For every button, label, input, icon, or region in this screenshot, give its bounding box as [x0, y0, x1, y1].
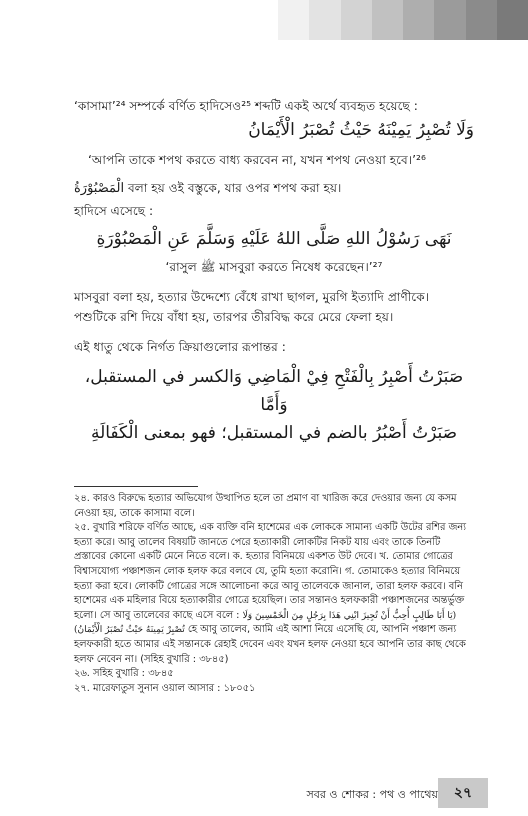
header-stripes: [278, 0, 528, 40]
footnote-26: ২৬. সহিহ বুখারি : ৩৮৪৫: [74, 668, 174, 680]
paragraph-hadith-intro: হাদিসে এসেছে :: [74, 204, 154, 218]
paragraph-root-forms: এই ধাতু থেকে নির্গত ক্রিয়াগুলোর রূপান্তর :: [74, 340, 286, 354]
stripe-8: [497, 0, 528, 40]
footnote-24: ২৪. কারও বিরুদ্ধে হত্যার অভিযোগ উত্থাপিত হলে তা প্রমাণ বা খারিজ করে দেওয়ার জন্য যে কসম নেওয়া হয়, তাকে কাসামা বলে।: [74, 493, 457, 519]
footnote-25-translation: হে আবু তালেব, আমি এই আশা নিয়ে এসেছি যে, আপনি পঞ্চাশ জন্য হলফকারী হতে আমার এই সন্তানকে রেহাই দেবেন এবং যখন হলফ নেওয়া হবে আপনি তার কাছ থেকে হলফ নেবেন না। (সহিহ বুখারি : ৩৮৪৫): [74, 624, 466, 665]
arabic-hadith-1: وَلَا تُصْبِرُ يَمِيْنَهُ حَيْثُ تُصْبَرُ الْأَيْمَانُ: [248, 120, 474, 140]
footnote-25-text: ২৫. বুখারি শরিফে বর্ণিত আছে, এক ব্যক্তি বনি হাশেমের এক লোককে সামান্য একটি উটের রশির জন্য হত্যা করে। আবু তালেব বিষয়টি জানতে পেরে হত্যাকারী লোকটির নিকট যায় এবং তাকে তিনটি প্রস্তাবের কোনো একটি মেনে নিতে বলে। ক. হত্যার বিনিময়ে একশত উট দেবে। খ. তোমার গোত্রের বিশ্বাসযোগ্য পঞ্চাশজন লোক হলফ করে বলবে যে, তুমি হত্যা করোনি। গ. তোমাকেও হত্যার বিনিময়ে হত্যা করা হবে। লোকটি গোত্রের সঙ্গে আলোচনা করে আবু তালেবকে জানাল, তারা হলফ করবে। বনি হাশেমের এক মহিলার বিয়ে হত্যাকারীর গোত্রে হয়েছিল। তার সন্তানও হলফকারী পঞ্চাশজনের অন্তর্ভুক্ত হলো। সে আবু তালেবের কাছে এসে বলে :: [74, 522, 466, 621]
footnote-25: [74, 521, 474, 667]
arabic-term: الْمَصْبُوْرَةُ: [74, 181, 125, 196]
stripe-7: [466, 0, 497, 40]
quote-translation-1: ‘আপনি তাকে শপথ করতে বাধ্য করবেন না, যখন শপথ নেওয়া হবে।’²⁶: [88, 153, 426, 167]
footnote-27: ২৭. মারেফাতুস সুনান ওয়াল আসার : ১৮০৫১: [74, 682, 256, 694]
main-text: [74, 96, 474, 447]
stripe-4: [372, 0, 403, 40]
quote-translation-2: ‘রাসুল ﷺ মাসবুরা করতে নিষেধ করেছেন।’²⁷: [165, 260, 383, 274]
arabic-forms-1: صَبَرْتُ أَصْبِرُ بِالْفَتْحِ فِيْ الْمَاضِي وَالكسر في المستقبل، وَأَمَّا: [84, 367, 464, 415]
paragraph-masbura-definition: [74, 178, 474, 199]
stripe-6: [434, 0, 465, 40]
page-footer: [0, 768, 528, 816]
footnote-divider: [74, 486, 198, 487]
paragraph-qasama: ‘কাসামা’²⁴ সম্পর্কে বর্ণিত হাদিসেও²⁵ শব্দটি একই অর্থে ব্যবহৃত হয়েছে :: [74, 99, 418, 113]
running-title: সবর ও শোকর : পথ ও পাথেয়: [306, 788, 438, 801]
arabic-forms-2: صَبَرْتُ أَصْبُرُ بالضم في المستقبل؛ فهو بمعنى الْكَفَالَةِ: [90, 423, 458, 443]
page-number: ২৭: [438, 778, 488, 808]
paragraph-masbura-explanation: মাসবুরা বলা হয়, হত্যার উদ্দেশ্যে বেঁধে রাখা ছাগল, মুরগি ইত্যাদি প্রাণীকে। পশুটিকে রশি দিয়ে বাঁধা হয়, তারপর তীরবিদ্ধ করে মেরে ফেলা হয়।: [74, 290, 430, 324]
stripe-2: [309, 0, 340, 40]
footnote-25-arabic: (يَا أَبَا طَالِبٍ أُحِبُّ أَنْ تُجِيزَ ابْنِي هَذَا بِرَجُلٍ مِنَ الْخَمْسِينَ وَلَا تُصْبِرْ يَمِينَهُ حَيْثُ تُصْبَرُ الْأَيْمَانُ): [74, 610, 457, 636]
arabic-hadith-2: نَهَى رَسُوْلُ اللهِ صَلَّى اللهُ عَلَيْهِ وَسَلَّمَ عَنِ الْمَصْبُوْرَةِ: [96, 229, 452, 249]
footnotes: [74, 492, 474, 696]
stripe-5: [403, 0, 434, 40]
stripe-3: [341, 0, 372, 40]
definition-text: বলা হয় ওই বস্তুকে, যার ওপর শপথ করা হয়।: [127, 181, 342, 195]
stripe-1: [278, 0, 309, 40]
